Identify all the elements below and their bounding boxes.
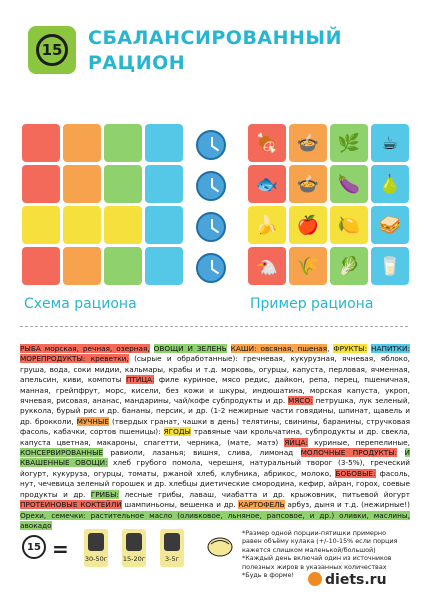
meat-icon: 🍖 [255,132,279,154]
milk-icon: 🥛 [378,255,402,277]
footer-badge: 15 [22,535,46,559]
clock-icon [196,130,226,160]
equals-sign: = [52,537,69,561]
example-cell [330,247,368,285]
scheme-cell-green [104,124,142,162]
title-line-2: РАЦИОН [88,52,186,74]
body-text: петрушка, лук зеленый, руккола, бурый рис и др. бананы, персик, и др. (1-2 нежирные части говядины, шпинат, щавель и др. брокколи, [20,396,410,426]
chicken-icon: 🐔 [255,255,279,277]
highlighted-text: ПТИЦА: [125,375,155,385]
highlighted-text: морская, речная, озерная, [40,344,150,353]
cup-icon: ☕ [381,132,399,154]
highlighted-text: КАШИ: овсяная, пшеная [230,344,328,353]
scheme-cell-blue [145,124,183,162]
scheme-cell-green [104,165,142,203]
portion-label: 30-50г [84,555,108,563]
title-line-1: СБАЛАНСИРОВАННЫЙ [88,27,343,49]
highlighted-text: МЯСО: [287,396,313,406]
scheme-cell-orange [63,247,101,285]
body-text: куриные, перепелиные, [307,437,410,447]
body-text: (сырые и обработанные): гречневая, кукурузная, ячневая, яблоко, груша, вода, соки мидии, кальмары, крабы и т.д. морковь, огурцы, капуста, перловая, ячменная, апельсин, киви, компоты [20,354,410,385]
highlighted-text: ГРИБЫ: [90,489,120,499]
scheme-cell-yellow [22,206,60,244]
highlighted-text: ФРУКТЫ: [333,344,368,353]
highlighted-text: ЯЙЦА: [284,437,308,447]
highlighted-text: РЫБА [20,344,41,353]
banana-icon: 🍌 [255,214,279,236]
body-text: лесные грибы, лаваш, чиабатта и др. крыжовник, питьевой йогурт [119,489,410,499]
example-cell [330,206,368,244]
footer-note: *Размер одной порции-пятишки примерно равен объёму кулака (+/-10-15% если порция кажется слишком маленькой/большой) *Каждый день включай один из источников полезных жиров в указанных количествах *Будь в форме! [242,529,398,580]
example-cell [330,165,368,203]
scheme-cell-blue [145,206,183,244]
highlighted-text: БОБОВЫЕ: [335,468,376,478]
example-cell [330,124,368,162]
fist-icon [206,531,234,559]
example-cell [248,165,286,203]
body-text: арбуз, дыня и т.д. (нежирные!) [284,500,411,510]
example-cell [289,247,327,285]
example-grid [248,124,411,287]
example-cell [248,124,286,162]
clock-icon [196,253,226,283]
body-text: шампиньоны, вешенка и др. [121,500,239,510]
body-text: фасоль, нут, чечевица зеленый горошек и др. хлебцы диетические смородина, кефир, айран, горох, соевые продукты и др. [20,468,410,499]
highlighted-text: МОЛОЧНЫЕ ПРОДУКТЫ: [300,448,398,458]
highlighted-text: МУЧНЫЕ [76,416,109,426]
grain-icon: 🌾 [296,255,320,277]
sandwich-icon: 🥪 [378,214,402,236]
scheme-cell-blue [145,165,183,203]
example-caption: Пример рациона [250,296,374,312]
food-list-text [20,344,410,531]
body-text: филе куриное, мясо редис, дайкон, репа, перец, пшеничная, манная, грейпфрут, морс, кисели, без кожи и шкуры, индюшатина, морская капуста, укроп, ячневая, рисовая, ананас, мандарины, чай/кофе субпродукты и др. [20,375,410,406]
example-cell [289,206,327,244]
clock-icon [196,171,226,201]
oil-icon [126,533,142,551]
portion-nuts [84,529,108,567]
example-cell [371,124,409,162]
fish-icon: 🐟 [255,173,279,195]
highlighted-text: креветки, [85,354,129,364]
scheme-caption: Схема рациона [24,296,137,312]
scheme-cell-yellow [63,206,101,244]
highlighted-text: Орехи, семечки: растительное масло (оливковое, льняное, рапсовое, и др.) оливки, маслины, авокадо [20,510,410,530]
body-text: хлеб грубого помола, черешня, натуральный творог (3-5%), греческий йогурт, кукуруза, огурцы, томаты, ржаной хлеб, клубника, абрикос, молоко, [20,458,411,478]
scheme-cell-red [22,124,60,162]
scheme-cell-green [104,247,142,285]
fruit-icon: 🍐 [378,173,402,195]
highlighted-text: НАПИТКИ: [371,344,410,353]
eggplant-icon: 🍆 [337,173,361,195]
example-cell [289,124,327,162]
nuts-icon [88,533,104,551]
scheme-cell-orange [63,124,101,162]
bowl-icon: 🍲 [296,132,320,154]
clock-icon [196,212,226,242]
example-cell [371,247,409,285]
cabbage-icon: 🥬 [337,255,361,277]
divider [20,326,408,327]
portion-label: 3-5г [164,555,180,563]
bowl-icon: 🍲 [296,173,320,195]
scheme-cell-orange [63,165,101,203]
body-text [150,344,154,353]
highlighted-text: МОРЕПРОДУКТЫ: [20,354,86,364]
example-cell [371,206,409,244]
highlighted-text: КАРТОФЕЛЬ [238,500,285,510]
citrus-icon: 🍋 [337,214,361,236]
body-text: равиоли, лазанья; вишня, слива, лимонад [103,448,301,458]
portion-label: 15-20г [122,555,146,563]
highlighted-text: ОВОЩИ И ЗЕЛЕНЬ [153,344,227,353]
scheme-cell-blue [145,247,183,285]
portion-oil [122,529,146,567]
highlighted-text: КОНСЕРВИРОВАННЫЕ [20,448,104,458]
number-badge [28,26,76,74]
logo-text: diets.ru [325,572,387,588]
clock-column [196,130,228,294]
plant-icon: 🌿 [337,132,361,154]
highlighted-text: ЯГОДЫ [163,427,191,437]
example-cell [248,247,286,285]
badge-number: 15 [36,34,68,66]
highlighted-text: ПРОТЕИНОВЫЕ КОКТЕЙЛИ [20,500,122,510]
example-cell [371,165,409,203]
butter-icon [164,533,180,551]
body-text: (твердых гранат, чашки в день) телятины, свинины, баранины, стручковая фасоль, кабачки, сортов пшеницы): [20,416,410,437]
apple-icon [308,572,322,586]
scheme-cell-yellow [104,206,142,244]
header [28,26,408,76]
body-text: , [327,344,334,353]
page-title [88,26,408,76]
example-cell [289,165,327,203]
apple-icon: 🍎 [296,214,320,236]
site-logo[interactable] [308,572,387,588]
body-text [397,448,404,457]
portion-butter [160,529,184,567]
example-cell [248,206,286,244]
scheme-grid [22,124,185,287]
highlighted-text: И КВАШЕННЫЕ ОВОЩИ: [20,448,410,468]
scheme-cell-red [22,165,60,203]
body-text: травяные чаи крольчатина, субпродукты и др. свекла, капуста цветная, макароны, спагетти, черника, (мате, матэ) [20,427,410,447]
scheme-cell-red [22,247,60,285]
